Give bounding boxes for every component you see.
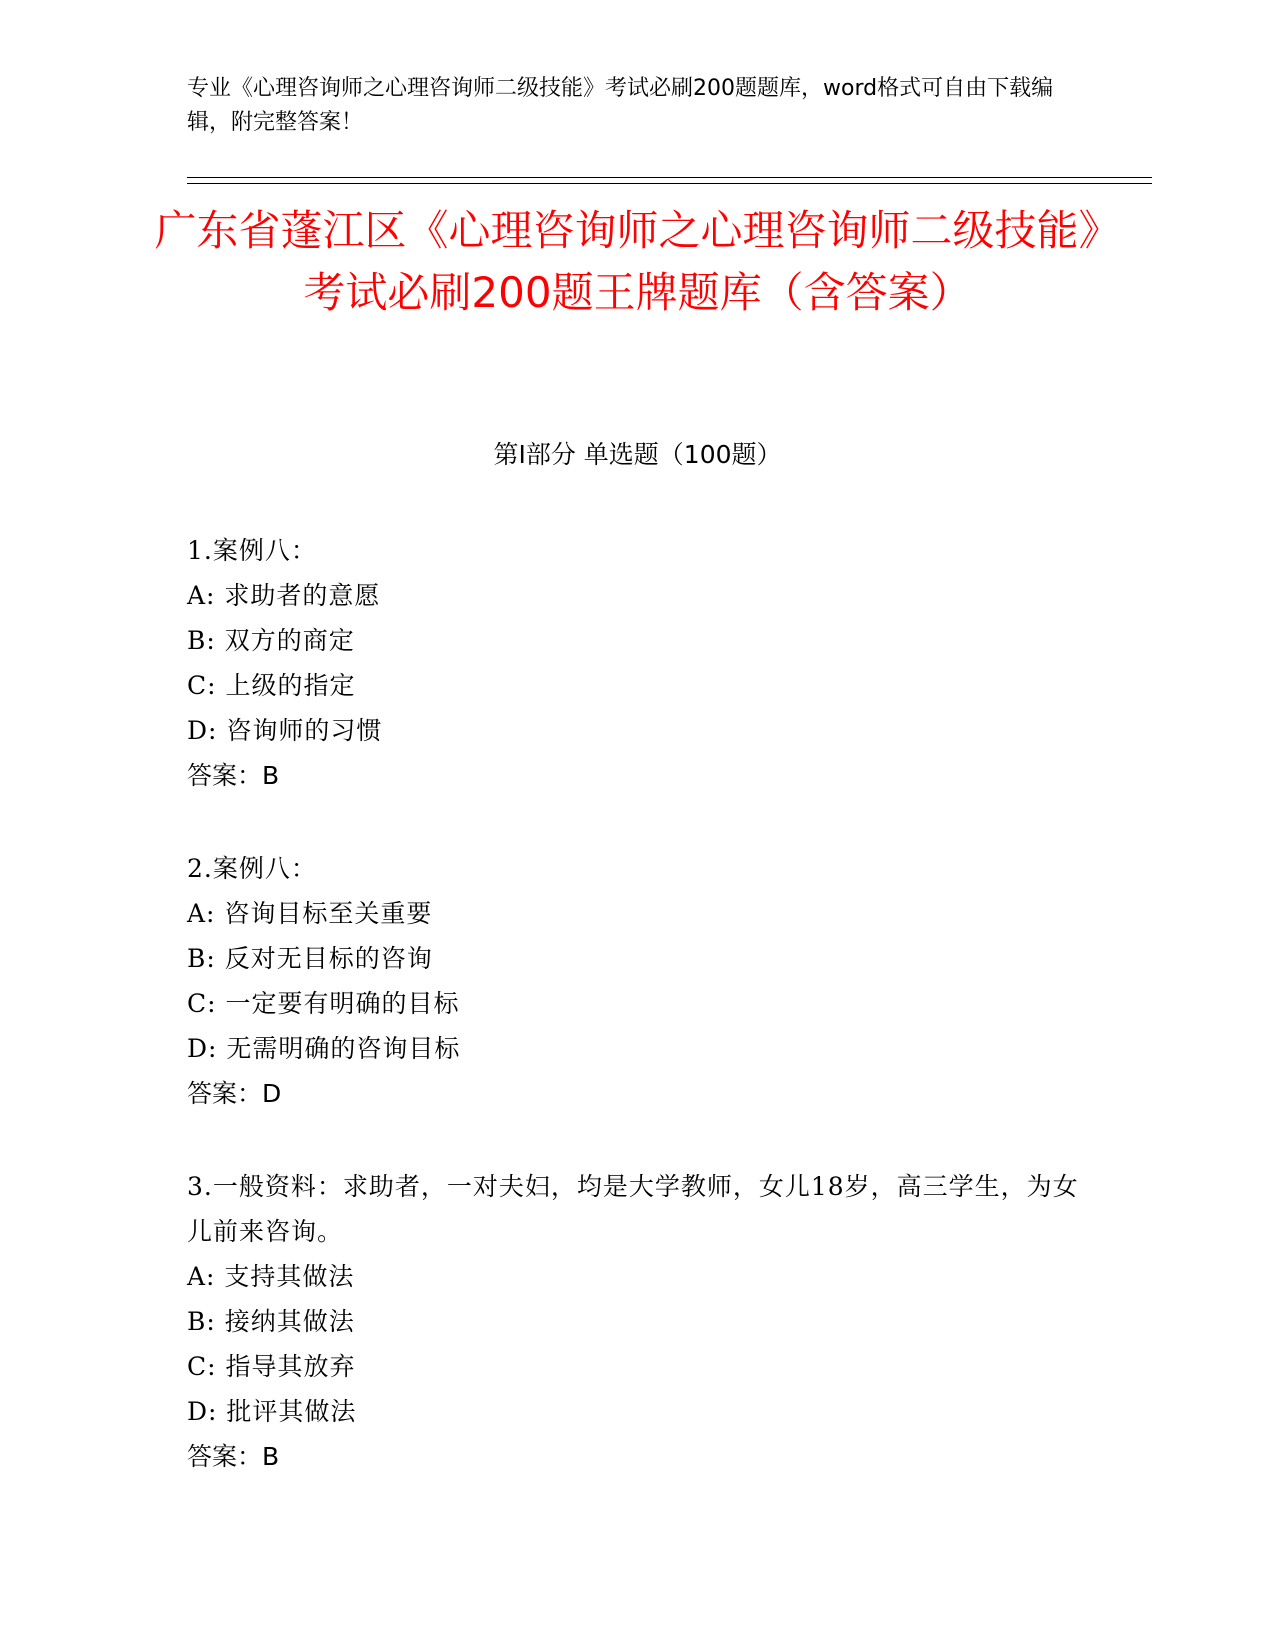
- section-heading: 第Ⅰ部分 单选题（100题）: [493, 440, 782, 469]
- question-item: [187, 846, 1087, 1116]
- option-c: C: 上级的指定: [187, 671, 356, 700]
- option-c: C: 指导其放弃: [187, 1352, 356, 1381]
- question-stem: 1.案例八：: [187, 536, 317, 565]
- option-b: B: 反对无目标的咨询: [187, 944, 433, 973]
- answer-line: 答案：B: [187, 761, 280, 790]
- header-divider-bottom: [187, 183, 1152, 184]
- option-c: C: 一定要有明确的目标: [187, 989, 460, 1018]
- option-d: D: 无需明确的咨询目标: [187, 1034, 461, 1063]
- question-stem: 3.一般资料：求助者，一对夫妇，均是大学教师，女儿18岁，高三学生，为女儿前来咨询。: [187, 1172, 1079, 1246]
- option-b: B: 接纳其做法: [187, 1307, 355, 1336]
- option-a: A: 支持其做法: [187, 1262, 355, 1291]
- option-d: D: 批评其做法: [187, 1397, 357, 1426]
- option-a: A: 咨询目标至关重要: [187, 899, 433, 928]
- option-d: D: 咨询师的习惯: [187, 716, 383, 745]
- header-divider-top: [187, 177, 1152, 178]
- option-a: A: 求助者的意愿: [187, 581, 381, 610]
- question-list: [187, 528, 1087, 1527]
- answer-line: 答案：B: [187, 1442, 280, 1471]
- answer-line: 答案：D: [187, 1079, 282, 1108]
- question-item: [187, 528, 1087, 798]
- option-b: B: 双方的商定: [187, 626, 355, 655]
- question-stem: 2.案例八：: [187, 854, 317, 883]
- question-item: [187, 1164, 1087, 1479]
- header-note: 专业《心理咨询师之心理咨询师二级技能》考试必刷200题题库，word格式可自由下载编辑，附完整答案！: [187, 76, 1054, 135]
- document-title: 广东省蓬江区《心理咨询师之心理咨询师二级技能》考试必刷200题王牌题库（含答案）: [154, 206, 1121, 317]
